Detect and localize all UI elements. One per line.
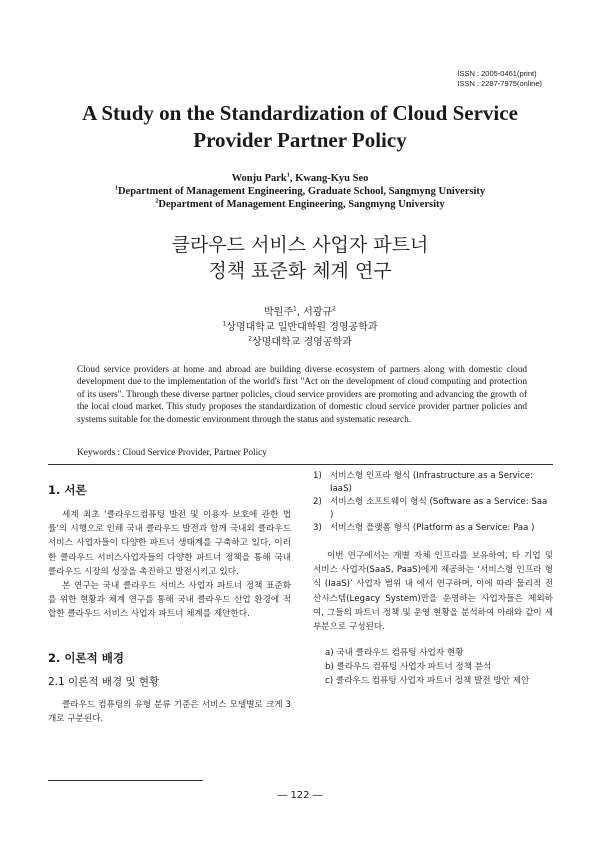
issn-block <box>457 69 542 89</box>
section-2-paragraph-1: 클라우드 컴퓨팅의 유형 분류 기준은 서비스 모델별로 크게 3개로 구분된다. <box>48 699 291 724</box>
affiliation-1: $^1$Department of Management Engineering, Graduate School, Sangmyng University <box>114 184 486 197</box>
korean-title-line-1: 클라우드 서비스 사업자 파트너 <box>171 234 429 256</box>
korean-title-line-2: 정책 표준화 체계 연구 <box>208 260 392 282</box>
right-paragraph: 이번 연구에서는 개별 자체 인프라를 보유하여, 타 기업 및 서비스 사업자(SaaS, PaaS)에게 제공하는 ‘서비스형 인프라 형식 (IaaS)’ 사업자 범위 내 에서 연구하며, 이에 따라 물리적 전산시스템(Legacy System)만을 운영하는 사업자들은 제외하여, 그들의 파트너 정책 및 운영 현황을 분석하여 아래와 같이 세 부분으로 구성된다. <box>313 551 553 633</box>
footnote-divider <box>48 780 203 781</box>
title-line-2: Provider Partner Policy <box>193 128 407 152</box>
abstract: Cloud service providers at home and abroad are building diverse ecosystem of partners along with domestic cloud development due to the implementation of the world's first "Act on the development of cloud computing and protection of its users". Through these diverse partner policies, cloud service providers are promoting and advancing the growth of the local cloud market. This study proposes the standardization of domestic cloud service provider partner policies and systems suitable for the domestic environment through the status and systematic research. <box>77 365 527 425</box>
list-item: 3) 서비스형 플랫폼 형식 (Platform as a Service: Paa ) <box>313 523 535 533</box>
issn-print: ISSN : 2005-0461(print) <box>457 69 537 78</box>
sub-item-c: c) 클라우드 컴퓨팅 사업자 파트너 정책 발전 방안 제안 <box>325 676 530 687</box>
authors-english <box>40 172 560 211</box>
korean-affiliation-1: $^1$상명대학교 일반대학원 경영공학과 <box>222 320 378 333</box>
left-column <box>48 482 291 726</box>
title-line-1: A Study on the Standardization of Cloud Service <box>82 101 518 125</box>
keywords: Keywords : Cloud Service Provider, Partner Policy <box>77 448 267 458</box>
authors-korean <box>40 305 560 350</box>
section-1-paragraph-1: 세계 최초 ‘클라우드컴퓨팅 발전 및 이용자 보호에 관한 법률’의 시행으로 인해 국내 클라우드 발전과 함께 국내외 클라우드 서비스 사업자들이 다양한 파트너 생태계를 구축하고 있다. 이러한 클라우드 서비스사업자들의 다양한 파트너 정책을 통해 국내 클라우드 시장의 성장을 촉진하고 발전시키고 있다. <box>48 510 291 577</box>
section-1-heading: 1. 서론 <box>48 483 87 497</box>
paper-title-korean <box>40 232 560 284</box>
list-item: 2) 서비스형 소프트웨이 형식 (Software as a Service: Saa ) <box>313 497 548 520</box>
section-2-heading: 2. 이론적 배경 <box>48 650 124 665</box>
korean-affiliation-2: $^2$상명대학교 경영공학과 <box>248 335 352 348</box>
affiliation-2: $^2$Department of Management Engineering, Sangmyng University <box>155 197 445 210</box>
sub-item-b: b) 클라우드 컴퓨팅 사업자 파트너 정책 분석 <box>325 662 492 673</box>
list-item: 1) 서비스형 인프라 형식 (Infrastructure as a Service: IaaS) <box>313 471 533 494</box>
korean-author-names: 박원주$^1$, 서광규$^2$ <box>264 305 336 318</box>
right-column <box>313 470 553 688</box>
paper-title-english <box>40 100 560 154</box>
section-divider <box>48 464 553 465</box>
sub-item-a: a) 국내 클라우드 컴퓨팅 사업자 현황 <box>325 648 464 659</box>
author-names: Wonju Park$^1$, Kwang-Kyu Seo <box>231 171 369 184</box>
section-2-1-heading: 2.1 이론적 배경 및 현황 <box>48 675 160 688</box>
page-number: ― 122 ― <box>277 790 323 801</box>
section-1-paragraph-2: 본 연구는 국내 클라우드 서비스 사업자 파트너 정책 표준화를 위한 현황과 체계 연구를 통해 국내 클라우드 산업 환경에 적합한 클라우드 서비스 사업자 파트너 체계를 제안한다. <box>48 581 291 620</box>
issn-online: ISSN : 2287-7975(online) <box>457 79 542 88</box>
